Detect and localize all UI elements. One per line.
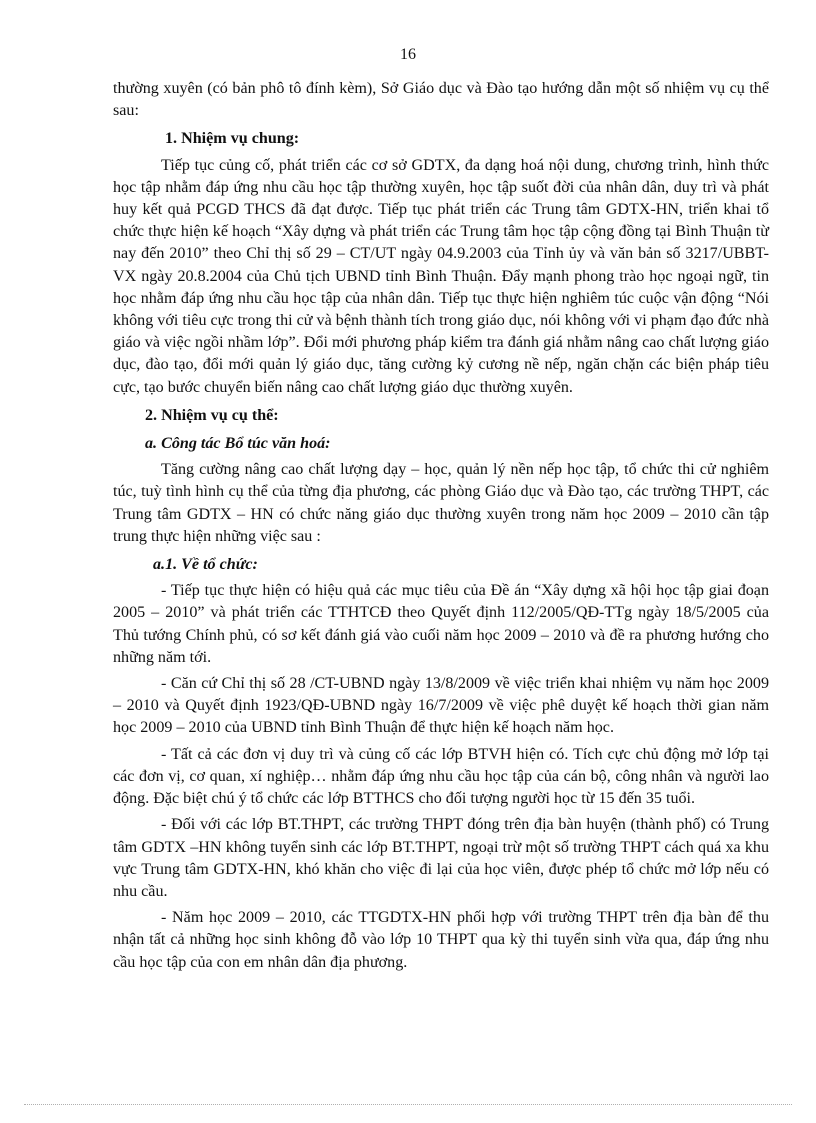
subsection-a-heading: a. Công tác Bổ túc văn hoá: [145, 435, 331, 453]
page-bottom-divider [24, 1104, 792, 1105]
list-item: - Năm học 2009 – 2010, các TTGDTX-HN phối hợp với trường THPT trên địa bàn để thu nhận tất cả những học sinh không đỗ vào lớp 10 THPT qua kỳ thi tuyển sinh vừa qua, đáp ứng nhu cầu học tập của con em nhân dân địa phương. [113, 909, 769, 971]
intro-paragraph: thường xuyên (có bản phô tô đính kèm), Sở Giáo dục và Đào tạo hướng dẫn một số nhiệm vụ cụ thể sau: [113, 80, 769, 120]
list-item: - Căn cứ Chỉ thị số 28 /CT-UBND ngày 13/8/2009 về việc triển khai nhiệm vụ năm học 2009 – 2010 và Quyết định 1923/QĐ-UBND ngày 16/7/2009 về việc phê duyệt kế hoạch thời gian năm học 2009 – 2010 của UBND tỉnh Bình Thuận để thực hiện kế hoạch năm học. [113, 675, 769, 737]
list-item: - Đối với các lớp BT.THPT, các trường THPT đóng trên địa bàn huyện (thành phố) có Trung tâm GDTX –HN không tuyển sinh các lớp BT.THPT, ngoại trừ một số trường THPT cách quá xa khu vực Trung tâm GDTX-HN, khó khăn cho việc đi lại của học viên, được phép tổ chức mở lớp nếu có nhu cầu. [113, 816, 769, 900]
section-2-heading: 2. Nhiệm vụ cụ thể: [145, 406, 279, 424]
document-body [113, 78, 769, 974]
list-item: - Tất cả các đơn vị duy trì và củng cố các lớp BTVH hiện có. Tích cực chủ động mở lớp tại các đơn vị, cơ quan, xí nghiệp… nhằm đáp ứng nhu cầu học tập của cán bộ, công nhân và người lao động. Đặc biệt chú ý tổ chức các lớp BTTHCS cho đối tượng người học từ 15 đến 35 tuổi. [113, 745, 769, 808]
subsection-a-paragraph: Tăng cường nâng cao chất lượng dạy – học, quản lý nền nếp học tập, tổ chức thi cử nghiêm túc, tuỳ tình hình cụ thể của từng địa phương, các phòng Giáo dục và Đào tạo, các trường THPT, các Trung tâm GDTX – HN có chức năng giáo dục thường xuyên trong năm học 2009 – 2010 cần tập trung thực hiện những việc sau : [113, 461, 769, 545]
list-item: - Tiếp tục thực hiện có hiệu quả các mục tiêu của Đề án “Xây dựng xã hội học tập giai đoạn 2005 – 2010” và phát triển các TTHTCĐ theo Quyết định 112/2005/QĐ-TTg ngày 18/5/2005 của Thủ tướng Chính phủ, có sơ kết đánh giá vào cuối năm học 2009 – 2010 và đề ra phương hướng cho những năm tới. [113, 582, 769, 666]
page-number: 16 [400, 46, 416, 63]
section-1-heading: 1. Nhiệm vụ chung: [165, 130, 300, 148]
section-1-paragraph: Tiếp tục củng cố, phát triển các cơ sở GDTX, đa dạng hoá nội dung, chương trình, hình thức học tập nhằm đáp ứng nhu cầu học tập thường xuyên, học tập suốt đời của nhân dân, duy trì và phát huy kết quả PCGD THCS đã đạt được. Tiếp tục phát triển các Trung tâm GDTX-HN, triển khai tổ chức thực hiện kế hoạch “Xây dựng và phát triển các Trung tâm học tập cộng đồng tại Bình Thuận từ nay đến 2010” theo Chỉ thị số 29 – CT/UT ngày 04.9.2003 của Tỉnh ủy và văn bản số 3217/UBBT-VX ngày 20.8.2004 của Chủ tịch UBND tỉnh Bình Thuận. Đẩy mạnh phong trào học ngoại ngữ, tin học nhằm đáp ứng nhu cầu học tập của nhân dân. Tiếp tục thực hiện nghiêm túc cuộc vận động “Nói không với tiêu cực trong thi cử và bệnh thành tích trong giáo dục, nói không với vi phạm đạo đức nhà giáo và việc ngồi nhầm lớp”. Đổi mới phương pháp kiểm tra đánh giá nhằm nâng cao chất lượng giáo dục, đào tạo, đổi mới quản lý giáo dục, tăng cường kỷ cương nề nếp, ngăn chặn các biện pháp tiêu cực, tạo bước chuyển biến nâng cao chất lượng giáo dục thường xuyên. [113, 156, 769, 396]
subsection-a1-heading: a.1. Về tổ chức: [153, 556, 258, 574]
